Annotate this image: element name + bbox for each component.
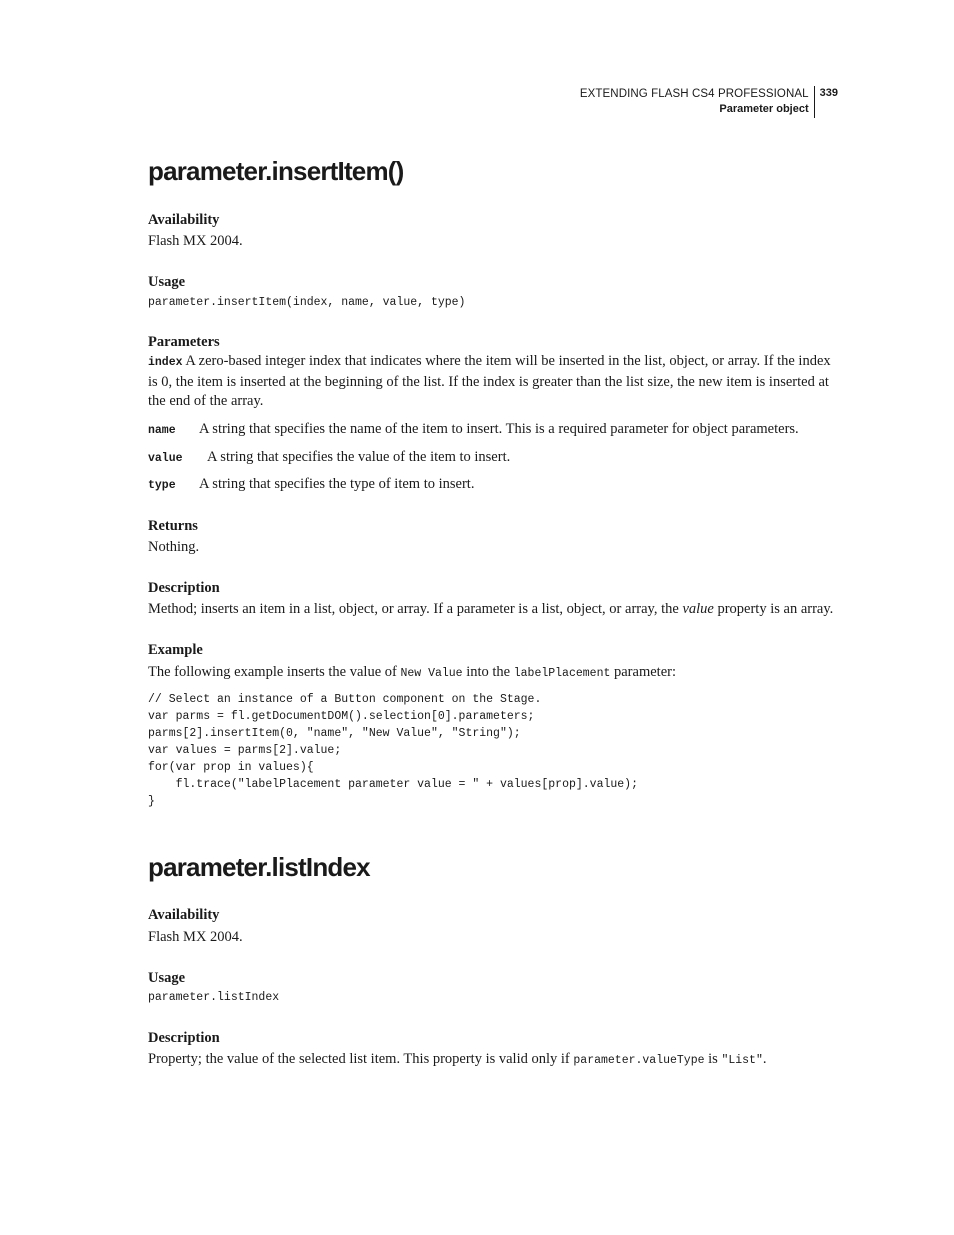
example-inline-code: New Value — [400, 667, 463, 680]
description-text-part: Method; inserts an item in a list, object, or array. If a parameter is a list, object, or array, the — [148, 601, 683, 617]
section-title: Parameter object — [719, 103, 809, 115]
param-value-name: value — [148, 452, 183, 465]
description-text-part: . — [762, 1051, 767, 1067]
insertitem-heading: parameter.insertItem() — [148, 156, 404, 186]
insertitem-returns-label: Returns — [148, 518, 198, 534]
param-name — [148, 420, 799, 440]
insertitem-usage-code: parameter.insertItem(index, name, value, type) — [148, 296, 466, 309]
param-type-name: type — [148, 479, 176, 492]
description-inline-code: "List" — [721, 1054, 763, 1067]
page-number: 339 — [819, 87, 838, 99]
param-name-name: name — [148, 424, 176, 437]
listindex-description-text — [148, 1050, 766, 1070]
param-index-name: index — [148, 356, 183, 369]
running-header — [580, 86, 838, 118]
description-text-part: is — [704, 1051, 722, 1067]
param-index-desc: A zero-based integer index that indicates where the item will be inserted in the list, object, or array. If the index is 0, the item is inserted at the beginning of the list. If the index is greater than the list size, the new item is inserted at the end of the array. — [148, 353, 831, 409]
insertitem-description-text — [148, 600, 833, 618]
insertitem-availability-label: Availability — [148, 212, 220, 228]
param-value — [148, 448, 510, 468]
listindex-heading: parameter.listIndex — [148, 852, 370, 882]
code-line: } — [148, 795, 155, 808]
document-page — [148, 0, 838, 1235]
example-intro-part: The following example inserts the value of — [148, 664, 401, 680]
code-line: var parms = fl.getDocumentDOM().selection[0].parameters; — [148, 710, 535, 723]
insertitem-parameters-label: Parameters — [148, 334, 220, 350]
code-line: parms[2].insertItem(0, "name", "New Value", "String"); — [148, 727, 521, 740]
description-emphasis: value — [682, 601, 714, 617]
description-text-part: Property; the value of the selected list item. This property is valid only if — [148, 1051, 574, 1067]
param-name-desc: A string that specifies the name of the item to insert. This is a required parameter for object parameters. — [199, 421, 799, 437]
example-intro-part: parameter: — [610, 664, 676, 680]
param-type-desc: A string that specifies the type of item to insert. — [199, 476, 475, 492]
insertitem-availability-text: Flash MX 2004. — [148, 233, 243, 249]
listindex-availability-text: Flash MX 2004. — [148, 929, 243, 945]
code-line: fl.trace("labelPlacement parameter value = " + values[prop].value); — [148, 778, 638, 791]
code-line: var values = parms[2].value; — [148, 744, 342, 757]
description-inline-code: parameter.valueType — [573, 1054, 705, 1067]
example-code-block — [148, 691, 638, 810]
param-value-desc: A string that specifies the value of the item to insert. — [207, 449, 511, 465]
insertitem-example-intro — [148, 663, 676, 683]
listindex-description-label: Description — [148, 1030, 220, 1046]
listindex-usage-label: Usage — [148, 970, 186, 986]
example-intro-part: into the — [462, 664, 514, 680]
example-inline-code: labelPlacement — [513, 667, 611, 680]
insertitem-description-label: Description — [148, 580, 220, 596]
insertitem-usage-label: Usage — [148, 274, 186, 290]
book-title: EXTENDING FLASH CS4 PROFESSIONAL — [579, 88, 809, 100]
description-text-part: property is an array. — [713, 601, 834, 617]
code-line: // Select an instance of a Button component on the Stage. — [148, 693, 542, 706]
insertitem-example-label: Example — [148, 642, 203, 658]
listindex-availability-label: Availability — [148, 907, 220, 923]
code-line: for(var prop in values){ — [148, 761, 314, 774]
param-type — [148, 475, 474, 495]
insertitem-returns-text: Nothing. — [148, 539, 200, 555]
param-index — [148, 352, 840, 412]
running-header-text — [580, 86, 815, 118]
listindex-usage-code: parameter.listIndex — [148, 991, 280, 1004]
